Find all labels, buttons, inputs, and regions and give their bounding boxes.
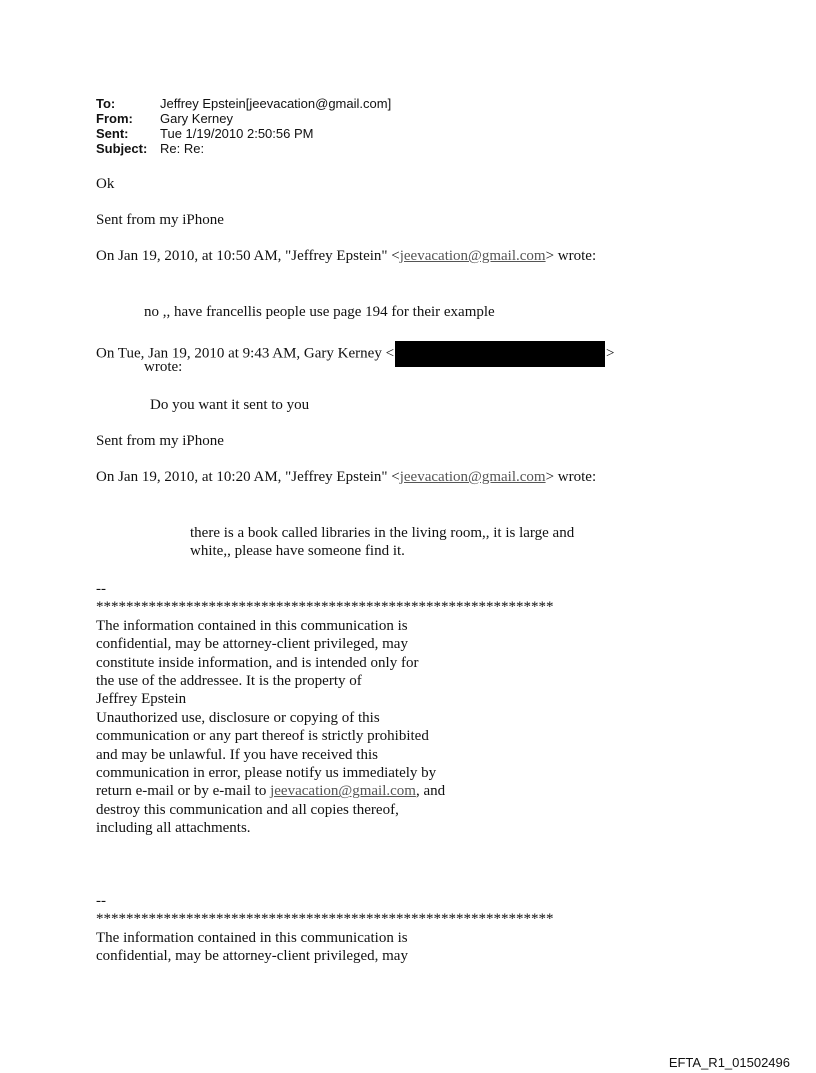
disclaimer-1-line: destroy this communication and all copies thereof, bbox=[96, 801, 399, 818]
disclaimer-1 bbox=[96, 580, 554, 838]
signature-2: Sent from my iPhone bbox=[96, 433, 224, 449]
quote-2-wrote: wrote: bbox=[144, 359, 183, 375]
quote-3-prefix: On Jan 19, 2010, at 10:20 AM, "Jeffrey Epstein" < bbox=[96, 469, 400, 485]
quote-3-email-link[interactable]: jeevacation@gmail.com bbox=[399, 469, 546, 485]
subject-value: Re: Re: bbox=[160, 141, 205, 156]
subject-label: Subject: bbox=[96, 141, 148, 156]
message-2: no ,, have francellis people use page 194 for their example bbox=[144, 304, 495, 320]
disclaimer-1-line: Unauthorized use, disclosure or copying of this bbox=[96, 709, 380, 726]
quote-1-prefix: On Jan 19, 2010, at 10:50 AM, "Jeffrey Epstein" < bbox=[96, 248, 400, 264]
header-subject-row bbox=[96, 141, 391, 156]
to-value: Jeffrey Epstein[jeevacation@gmail.com] bbox=[160, 96, 392, 111]
quote-header-1 bbox=[96, 248, 596, 265]
quote-header-3 bbox=[96, 469, 596, 486]
disclaimer-2-stars: ************************************************************* bbox=[96, 911, 554, 928]
disclaimer-1-stars: ************************************************************* bbox=[96, 599, 554, 616]
email-header bbox=[96, 96, 391, 156]
quote-2-suffix: > bbox=[606, 345, 615, 362]
header-from-row bbox=[96, 111, 391, 126]
disclaimer-email-link[interactable]: jeevacation@gmail.com bbox=[270, 783, 416, 800]
disclaimer-2 bbox=[96, 892, 554, 966]
quote-1-suffix: > wrote: bbox=[545, 248, 597, 264]
quote-2-prefix: On Tue, Jan 19, 2010 at 9:43 AM, Gary Kerney < bbox=[96, 345, 395, 362]
disclaimer-1-line: communication in error, please notify us immediately by bbox=[96, 765, 437, 782]
message-4-line-2: white,, please have someone find it. bbox=[190, 543, 405, 559]
message-4-line-1: there is a book called libraries in the living room,, it is large and bbox=[190, 525, 575, 541]
sent-value: Tue 1/19/2010 2:50:56 PM bbox=[160, 126, 314, 141]
disclaimer-1-line: and may be unlawful. If you have received this bbox=[96, 746, 378, 763]
header-to-row bbox=[96, 96, 391, 111]
disclaimer-1-line: The information contained in this communication is bbox=[96, 617, 408, 634]
disclaimer-1-line: constitute inside information, and is intended only for bbox=[96, 654, 419, 671]
disclaimer-2-line: The information contained in this communication is bbox=[96, 929, 408, 946]
reply-text: Ok bbox=[96, 176, 115, 192]
disclaimer-1-return-line bbox=[96, 782, 554, 800]
redaction-box bbox=[395, 341, 605, 367]
disclaimer-2-line: confidential, may be attorney-client privileged, may bbox=[96, 948, 408, 965]
disclaimer-1-line: confidential, may be attorney-client privileged, may bbox=[96, 636, 408, 653]
disclaimer-1-line: including all attachments. bbox=[96, 820, 251, 837]
header-sent-row bbox=[96, 126, 391, 141]
quote-1-email-link[interactable]: jeevacation@gmail.com bbox=[399, 248, 546, 264]
message-3: Do you want it sent to you bbox=[150, 397, 310, 413]
from-label: From: bbox=[96, 111, 133, 126]
disclaimer-1-dashes: -- bbox=[96, 581, 106, 597]
disclaimer-2-dashes: -- bbox=[96, 893, 106, 909]
disclaimer-1-line: Jeffrey Epstein bbox=[96, 691, 187, 708]
disclaimer-1-line: communication or any part thereof is strictly prohibited bbox=[96, 728, 429, 745]
to-label: To: bbox=[96, 96, 116, 111]
sent-label: Sent: bbox=[96, 126, 129, 141]
signature-1: Sent from my iPhone bbox=[96, 212, 224, 228]
from-value: Gary Kerney bbox=[160, 111, 233, 126]
document-id: EFTA_R1_01502496 bbox=[668, 1055, 790, 1070]
quote-3-suffix: > wrote: bbox=[545, 469, 597, 485]
return-prefix: return e-mail or by e-mail to bbox=[96, 783, 271, 800]
disclaimer-1-line: the use of the addressee. It is the property of bbox=[96, 673, 362, 690]
return-suffix: , and bbox=[415, 783, 446, 800]
